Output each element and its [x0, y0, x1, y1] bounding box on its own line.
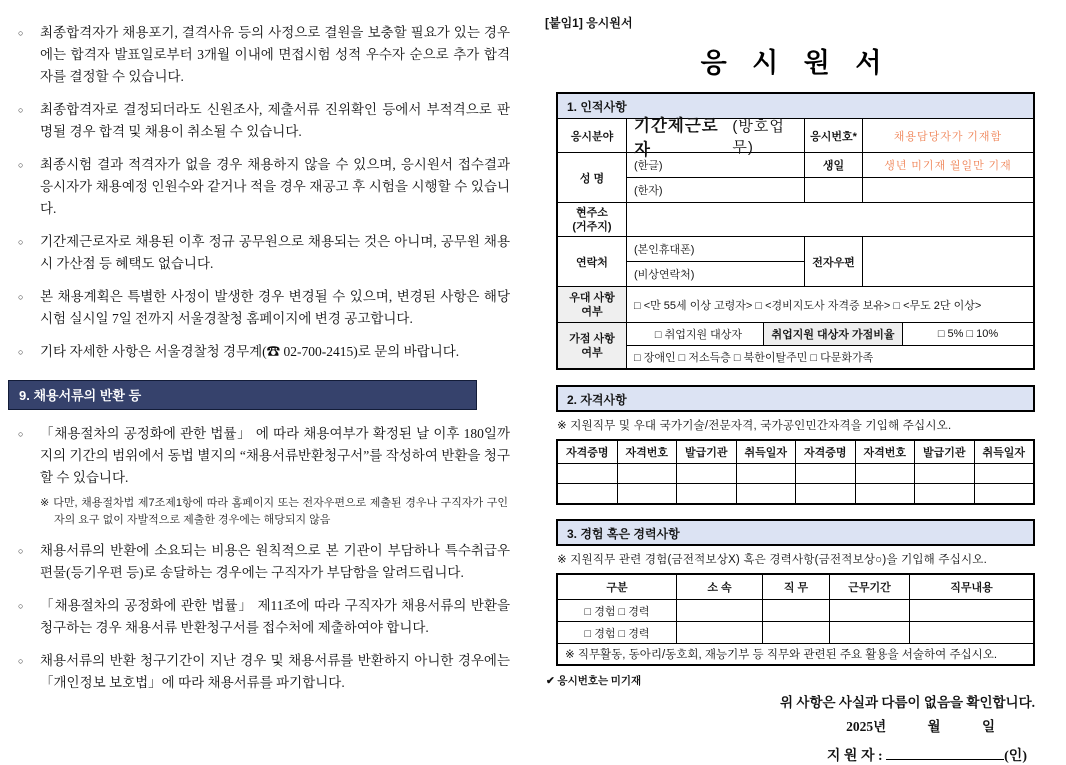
col-header: 자격번호: [617, 441, 677, 463]
bullet-icon: ○: [18, 292, 24, 302]
email-label: 전자우편: [804, 237, 862, 286]
name-hanja-field: (한자): [627, 177, 804, 202]
bonus-label: [558, 323, 626, 368]
confirmation-statement: 위 사항은 사실과 다름이 없음을 확인합니다.: [780, 695, 1035, 710]
date-day: 일: [981, 719, 995, 734]
empty-field-cell: [558, 464, 617, 483]
qualification-note: ※ 지원직무 및 우대 국가기술/전문자격, 국가공인민간자격을 기입해 주십시오.: [557, 420, 952, 432]
section9-header: 9. 채용서류의 반환 등: [8, 380, 477, 410]
date-year: 2025년: [846, 719, 887, 734]
empty-field-cell: [855, 464, 915, 483]
bullet-icon: ○: [18, 160, 24, 170]
col-header: 직무내용: [909, 575, 1033, 599]
bonus-label-line1: 가점 사항: [569, 332, 615, 345]
personal-info-table: [556, 92, 1035, 370]
apply-field-value: [626, 116, 804, 159]
bonus-option-employment: □ 취업지원 대상자: [654, 329, 743, 341]
bullet-text: 채용서류의 반환 청구기간이 지난 경우 및 채용서류를 반환하지 아니한 경우에는 「개인정보 보호법」에 따라 채용서류를 파기합니다.: [40, 653, 510, 690]
bullet-text: 「채용절차의 공정화에 관한 법률」 제11조에 따라 구직자가 채용서류의 반환을 청구하는 경우 채용서류 반환청구서를 접수처에 제출하여야 합니다.: [40, 598, 510, 635]
bullet-item: [18, 22, 510, 88]
phone-field: (본인휴대폰): [634, 244, 695, 256]
col-header: 발급기관: [676, 441, 736, 463]
empty-field-cell: [914, 484, 974, 503]
name-label: 성 명: [579, 172, 605, 185]
bullet-item: [18, 286, 510, 330]
qualification-table: [556, 439, 1035, 505]
page-title: 응 시 원 서: [700, 48, 891, 78]
empty-field-cell: [974, 464, 1034, 483]
exam-number-label: 응시번호*: [804, 119, 862, 152]
date-line: [556, 715, 1035, 735]
empty-field-cell: [795, 484, 855, 503]
col-header: 발급기관: [914, 441, 974, 463]
experience-section-header: 3. 경험 혹은 경력사항: [558, 521, 1033, 544]
empty-field-cell: [736, 464, 796, 483]
bullet-icon: ○: [18, 656, 24, 666]
empty-field-cell: [617, 484, 677, 503]
preference-label: [558, 287, 626, 322]
right-page: [530, 0, 1066, 764]
col-header: 직 무: [762, 575, 829, 599]
bullet-icon: ○: [18, 105, 24, 115]
empty-field-cell: [795, 464, 855, 483]
bullet-item: [18, 595, 510, 639]
emergency-contact-field: (비상연락처): [627, 261, 804, 286]
contact-label: 연락처: [576, 256, 608, 269]
apply-field-value-rest: (방호업무): [732, 117, 785, 156]
empty-field-cell: [855, 484, 915, 503]
email-field: [862, 237, 1033, 286]
qualification-section-header-box: [556, 385, 1035, 412]
address-label-line1: 현주소: [576, 206, 608, 219]
bullet-item: [18, 423, 510, 489]
bullet-item: [18, 540, 510, 584]
qualification-section-header: 2. 자격사항: [558, 387, 1033, 410]
col-header: 근무기간: [829, 575, 909, 599]
col-header: 구분: [606, 582, 628, 594]
bullet-item: [18, 231, 510, 275]
exam-number-note: 채용담당자가 기재함: [862, 119, 1033, 152]
empty-field-cell: [829, 622, 909, 643]
empty-field-cell: [676, 600, 762, 621]
bonus-label-line2: 여부: [581, 346, 603, 359]
empty-field-cell: [762, 622, 829, 643]
bullet-text: 최종합격자가 채용포기, 결격사유 등의 사정으로 결원을 보충할 필요가 있는 경우에는 합격자 발표일로부터 3개월 이내에 면접시험 성적 우수자 순으로 추가 합격자를 결정할 수 있습니다.: [40, 25, 510, 84]
empty-field-cell: [762, 600, 829, 621]
bullet-item: [18, 341, 510, 363]
empty-field-cell: [909, 622, 1033, 643]
col-header: 소 속: [676, 575, 762, 599]
bullet-icon: ○: [18, 28, 24, 38]
bullet-icon: ○: [18, 347, 24, 357]
bullet-icon: ○: [18, 601, 24, 611]
exam-number-footnote: ✔ 응시번호는 미기재: [546, 676, 642, 687]
address-label-line2: (거주지): [572, 220, 612, 233]
bullet-text: 「채용절차의 공정화에 관한 법률」 에 따라 채용여부가 확정된 날 이후 180일까지의 기간의 범위에서 동법 별지의 “채용서류반환청구서”를 작성하여 반환을 청구할 수 있습니다.: [40, 426, 510, 485]
empty-field-cell: [736, 484, 796, 503]
preference-label-line1: 우대 사항: [569, 291, 615, 304]
empty-field-cell: [617, 464, 677, 483]
preference-label-line2: 여부: [581, 305, 603, 318]
birth-note: 생년 미기재 월일만 기재: [884, 160, 1012, 172]
empty-field-cell: [914, 464, 974, 483]
empty-field-cell: [805, 177, 862, 202]
apply-field-value-bold: 기간제근로자: [634, 116, 719, 159]
bullet-text: 기타 자세한 사항은 서울경찰청 경무계(☎ 02-700-2415)로 문의 바랍니다.: [40, 344, 460, 359]
address-label: [558, 203, 626, 236]
section9-subnote: ※ 다만, 채용절차법 제7조제1항에 따라 홈페이지 또는 전자우편으로 제출된 경우나 구직자가 구인자의 요구 없이 자발적으로 제출한 경우에는 해당되지 않음: [40, 497, 508, 526]
experience-section-header-box: [556, 519, 1035, 546]
name-hangul-field: (한글): [634, 160, 663, 172]
left-page: [0, 0, 530, 733]
empty-field-cell: [863, 177, 1033, 202]
col-header: 취득일자: [974, 441, 1034, 463]
signature-line: [886, 747, 1004, 760]
bullet-icon: ○: [18, 237, 24, 247]
seal-label: (인): [1004, 749, 1027, 764]
attachment-label: [붙임1] 응시원서: [545, 16, 633, 30]
experience-footnote: ※ 직무활동, 동아리/동호회, 재능기부 등 직무와 관련된 주요 활용을 서술하여 주십시오.: [565, 649, 998, 661]
bullet-item: [18, 154, 510, 220]
bullet-text: 본 채용계획은 특별한 사정이 발생한 경우 변경될 수 있으며, 변경된 사항은 해당 시험 실시일 7일 전까지 서울경찰청 홈페이지에 변경 공고합니다.: [40, 289, 510, 326]
experience-type-cell: □ 경험 □ 경력: [584, 627, 650, 640]
col-header: 취득일자: [736, 441, 796, 463]
col-header: 자격증명: [795, 441, 855, 463]
empty-field-cell: [829, 600, 909, 621]
empty-field-cell: [676, 484, 736, 503]
applicant-line: [556, 745, 1035, 765]
personal-section-header: 1. 인적사항: [558, 94, 1033, 118]
experience-table: [556, 573, 1035, 666]
experience-type-cell: □ 경험 □ 경력: [584, 605, 650, 618]
empty-field-cell: [909, 600, 1033, 621]
bullet-text: 최종시험 결과 적격자가 없을 경우 채용하지 않을 수 있으며, 응시원서 접수결과 응시자가 채용예정 인원수와 같거나 적을 경우 재공고 후 시험을 시행할 수 있습니다.: [40, 157, 510, 216]
empty-field-cell: [676, 464, 736, 483]
apply-field-label: 응시분야: [570, 130, 614, 143]
col-header: 자격증명: [565, 447, 609, 459]
bullet-icon: ○: [18, 429, 24, 439]
bullet-text: 채용서류의 반환에 소요되는 비용은 원칙적으로 본 기관이 부담하나 특수취급우편물(등기우편 등)로 송달하는 경우에는 구직자가 부담함을 알려드립니다.: [40, 543, 510, 580]
address-field: [626, 203, 1033, 236]
empty-field-cell: [974, 484, 1034, 503]
col-header: 자격번호: [855, 441, 915, 463]
bonus-option-groups: □ 장애인 □ 저소득층 □ 북한이탈주민 □ 다문화가족: [627, 345, 1033, 368]
date-month: 월: [927, 719, 941, 734]
bullet-text: 기간제근로자로 채용된 이후 정규 공무원으로 채용되는 것은 아니며, 공무원 채용시 가산점 등 혜택도 없습니다.: [40, 234, 510, 271]
bullet-item: [18, 650, 510, 694]
bonus-rate-options: □ 5% □ 10%: [902, 323, 1033, 345]
bullet-text: 최종합격자로 결정되더라도 신원조사, 제출서류 진위확인 등에서 부적격으로 판명될 경우 합격 및 채용이 취소될 수 있습니다.: [40, 102, 510, 139]
applicant-label: 지 원 자 :: [826, 749, 883, 764]
birth-label: 생일: [822, 160, 845, 172]
bullet-icon: ○: [18, 546, 24, 556]
preference-options: □ <만 55세 이상 고령자> □ <경비지도사 자격증 보유> □ <무도 2단 이상>: [626, 287, 1033, 322]
empty-field-cell: [676, 622, 762, 643]
bullet-item: [18, 99, 510, 143]
empty-field-cell: [558, 484, 617, 503]
bonus-rate-label: 취업지원 대상자 가점비율: [763, 323, 902, 345]
experience-note: ※ 지원직무 관련 경험(금전적보상X) 혹은 경력사항(금전적보상○)을 기입해 주십시오.: [557, 554, 988, 566]
